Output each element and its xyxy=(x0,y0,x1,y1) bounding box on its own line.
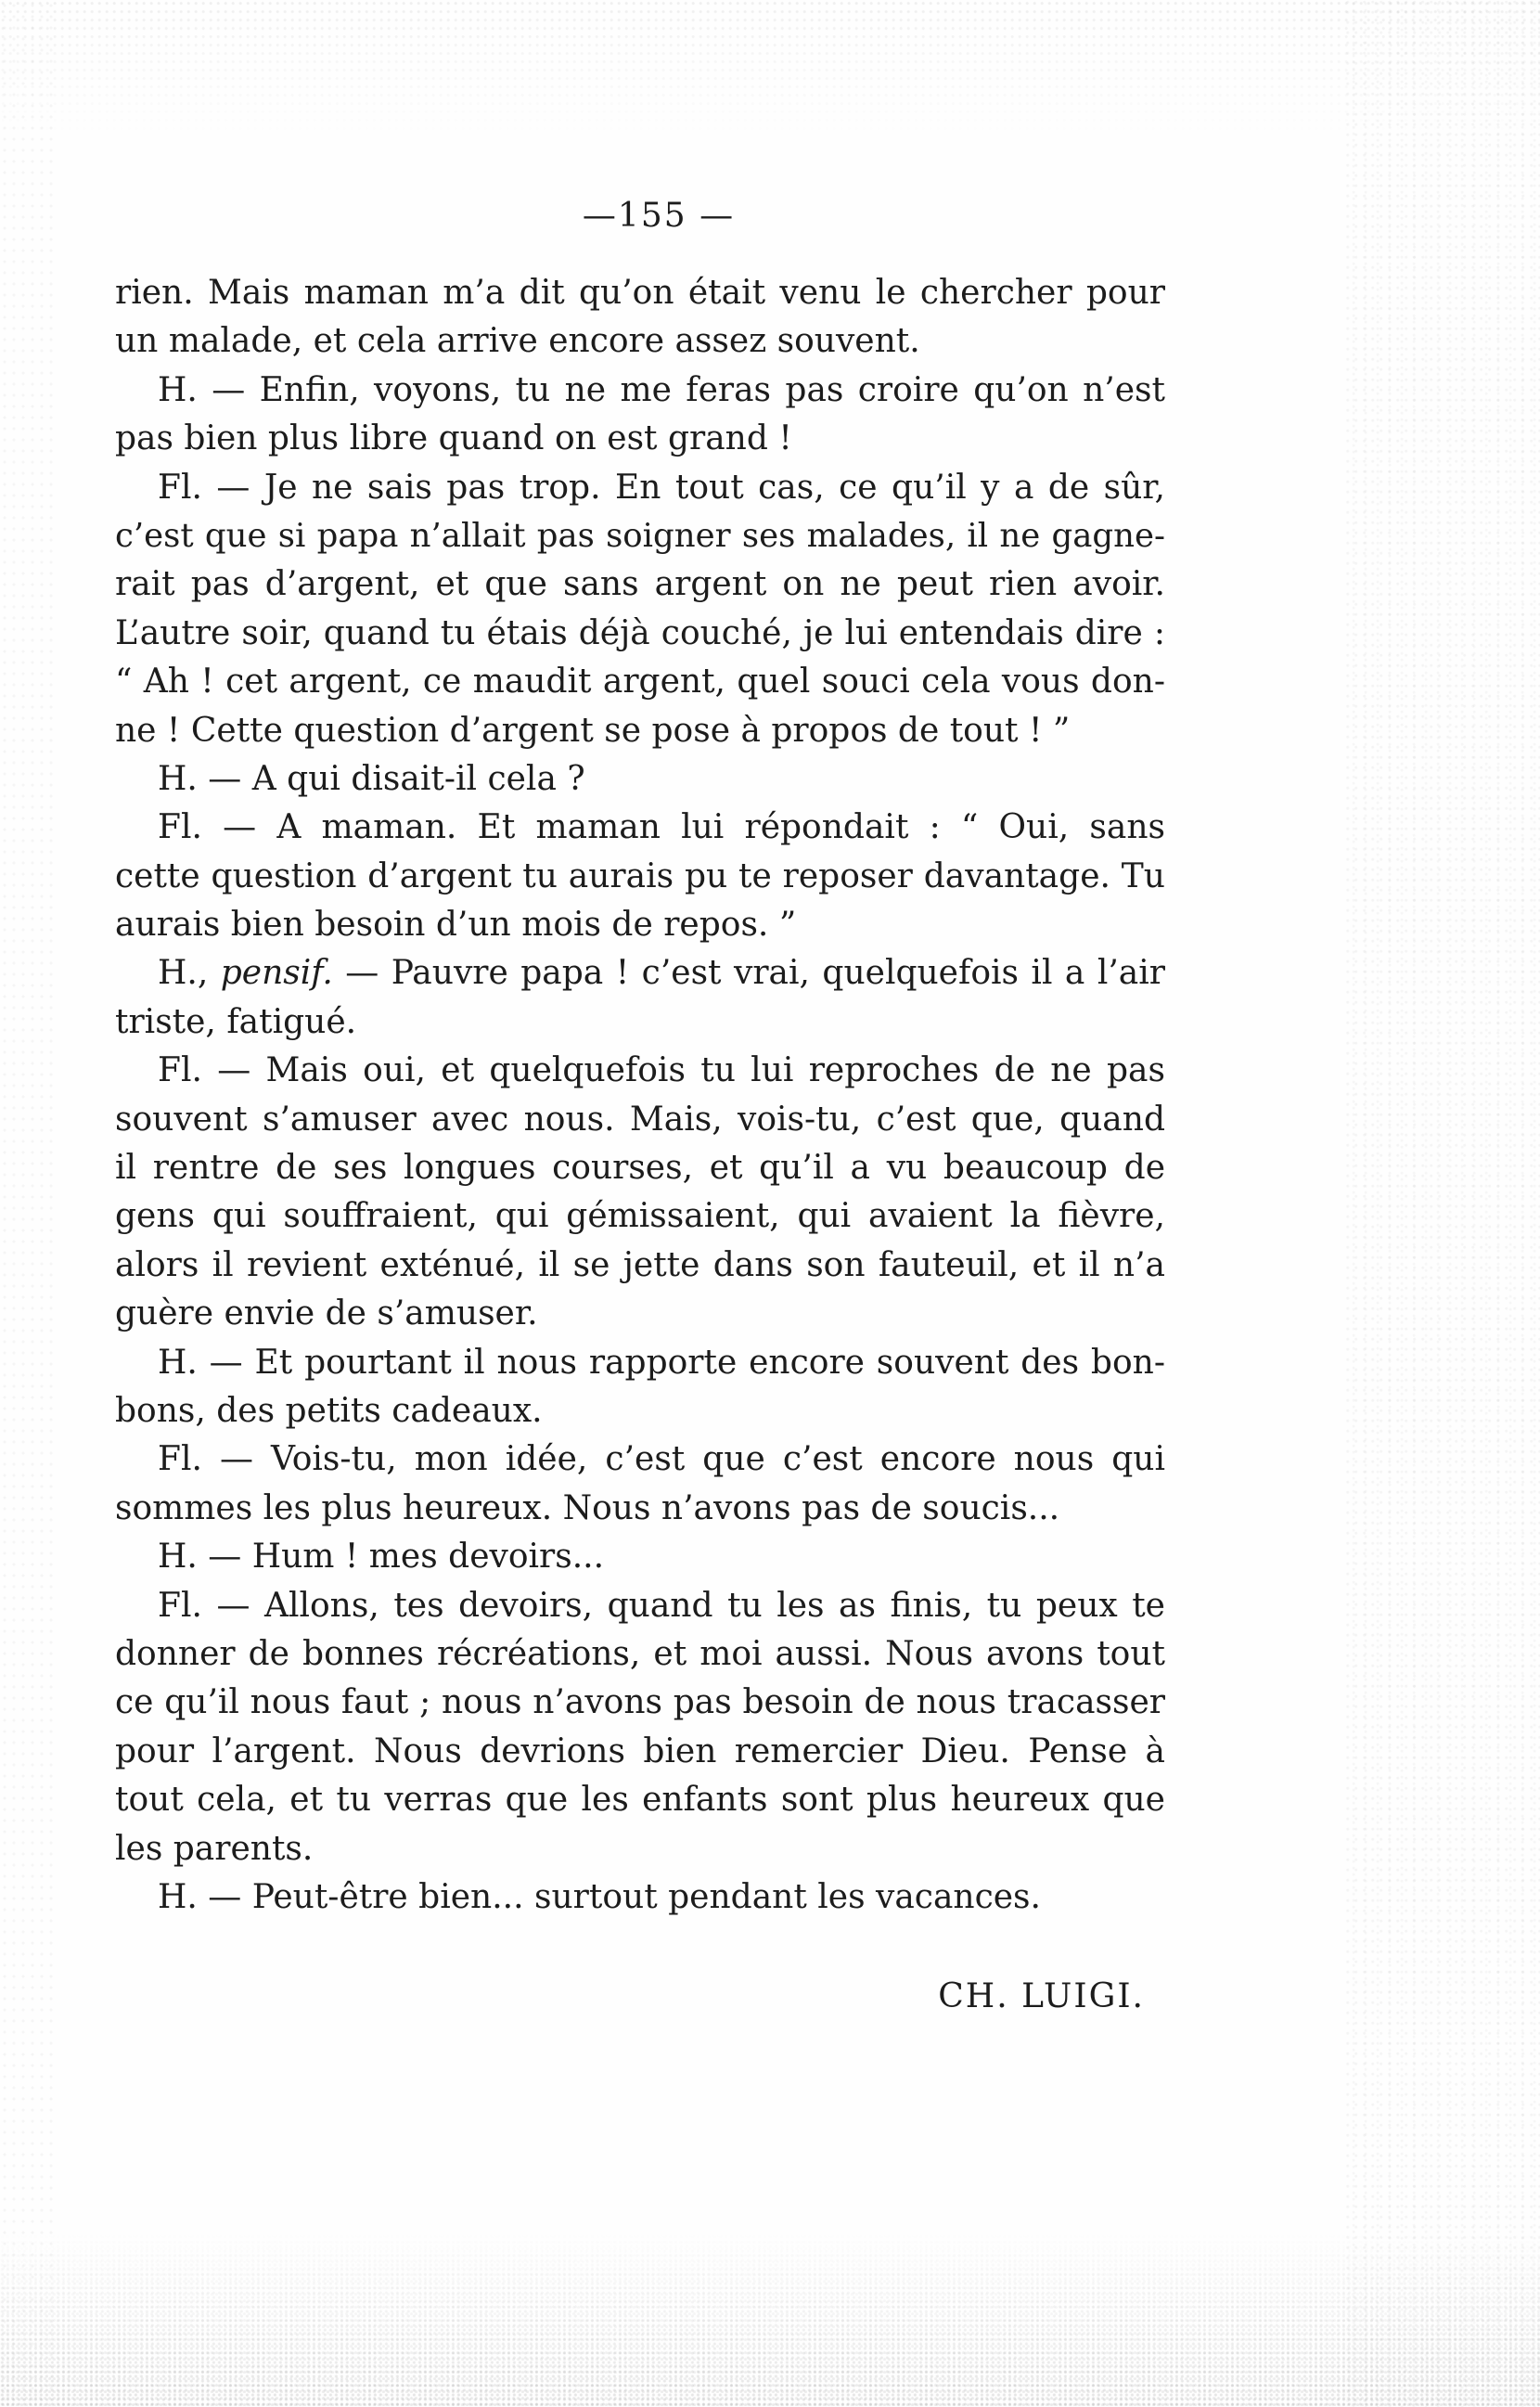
text-line: bons, des petits cadeaux. xyxy=(115,1391,543,1430)
text-line: donner de bonnes récréations, et moi aussi. Nous avons tout xyxy=(115,1634,1165,1673)
text-line: Fl. — Je ne sais pas trop. En tout cas, ce qu’il y a de sûr, xyxy=(158,468,1165,507)
text-line: les parents. xyxy=(115,1829,314,1868)
text-line: ce qu’il nous faut ; nous n’avons pas besoin de nous tracasser xyxy=(115,1683,1165,1722)
text-line: gens qui souffraient, qui gémissaient, qui avaient la fièvre, xyxy=(115,1197,1165,1236)
text-line: H. — Et pourtant il nous rapporte encore souvent des bon- xyxy=(158,1343,1165,1382)
dialogue-text-block xyxy=(115,269,1165,1922)
text-line: H. — Enfin, voyons, tu ne me feras pas croire qu’on n’est xyxy=(158,370,1165,409)
text-line: H. — A qui disait-il cela ? xyxy=(158,759,585,798)
text-line: ne ! Cette question d’argent se pose à propos de tout ! ” xyxy=(115,711,1071,750)
text-line: c’est que si papa n’allait pas soigner ses malades, il ne gagne- xyxy=(115,516,1165,555)
text-line: tout cela, et tu verras que les enfants sont plus heureux que xyxy=(115,1781,1165,1820)
text-line: pas bien plus libre quand on est grand ! xyxy=(115,419,792,458)
text-line: cette question d’argent tu aurais pu te reposer davantage. Tu xyxy=(115,856,1165,895)
text-line: H., pensif. — Pauvre papa ! c’est vrai, quelquefois il a l’air xyxy=(158,954,1165,993)
text-line: “ Ah ! cet argent, ce maudit argent, quel souci cela vous don- xyxy=(115,663,1165,702)
text-line: rien. Mais maman m’a dit qu’on était venu le chercher pour xyxy=(115,274,1165,312)
text-line: triste, fatigué. xyxy=(115,1002,357,1041)
scan-noise-left xyxy=(0,0,56,2407)
text-line: L’autre soir, quand tu étais déjà couché, je lui entendais dire : xyxy=(115,613,1165,652)
text-line: souvent s’amuser avec nous. Mais, vois-tu, c’est que, quand xyxy=(115,1100,1165,1139)
stage-direction: pensif. xyxy=(220,954,333,993)
author-signature: CH. LUIGI. xyxy=(938,1977,1145,2015)
scan-noise-top xyxy=(0,0,1540,139)
text-line: H. — Peut-être bien... surtout pendant les vacances. xyxy=(158,1877,1041,1916)
text-line: un malade, et cela arrive encore assez souvent. xyxy=(115,322,920,361)
page-number: —155 — xyxy=(582,197,736,235)
text-line: il rentre de ses longues courses, et qu’il a vu beaucoup de xyxy=(115,1149,1165,1188)
text-line: Fl. — A maman. Et maman lui répondait : “ Oui, sans xyxy=(158,808,1165,847)
text-line: alors il revient exténué, il se jette dans son fauteuil, et il n’a xyxy=(115,1245,1165,1284)
scan-noise-bottom xyxy=(0,2231,1540,2407)
text-line: Fl. — Allons, tes devoirs, quand tu les as finis, tu peux te xyxy=(158,1586,1165,1625)
text-line: guère envie de s’amuser. xyxy=(115,1294,538,1333)
text-line: rait pas d’argent, et que sans argent on ne peut rien avoir. xyxy=(115,565,1165,604)
text-line: Fl. — Vois-tu, mon idée, c’est que c’est encore nous qui xyxy=(158,1440,1165,1479)
text-line: Fl. — Mais oui, et quelquefois tu lui reproches de ne pas xyxy=(158,1051,1165,1090)
text-line: pour l’argent. Nous devrions bien remercier Dieu. Pense à xyxy=(115,1731,1165,1770)
text-line: H. — Hum ! mes devoirs... xyxy=(158,1538,605,1577)
scan-noise-right xyxy=(1345,0,1540,2407)
text-line: aurais bien besoin d’un mois de repos. ” xyxy=(115,906,797,945)
text-line: sommes les plus heureux. Nous n’avons pas de soucis... xyxy=(115,1488,1060,1527)
